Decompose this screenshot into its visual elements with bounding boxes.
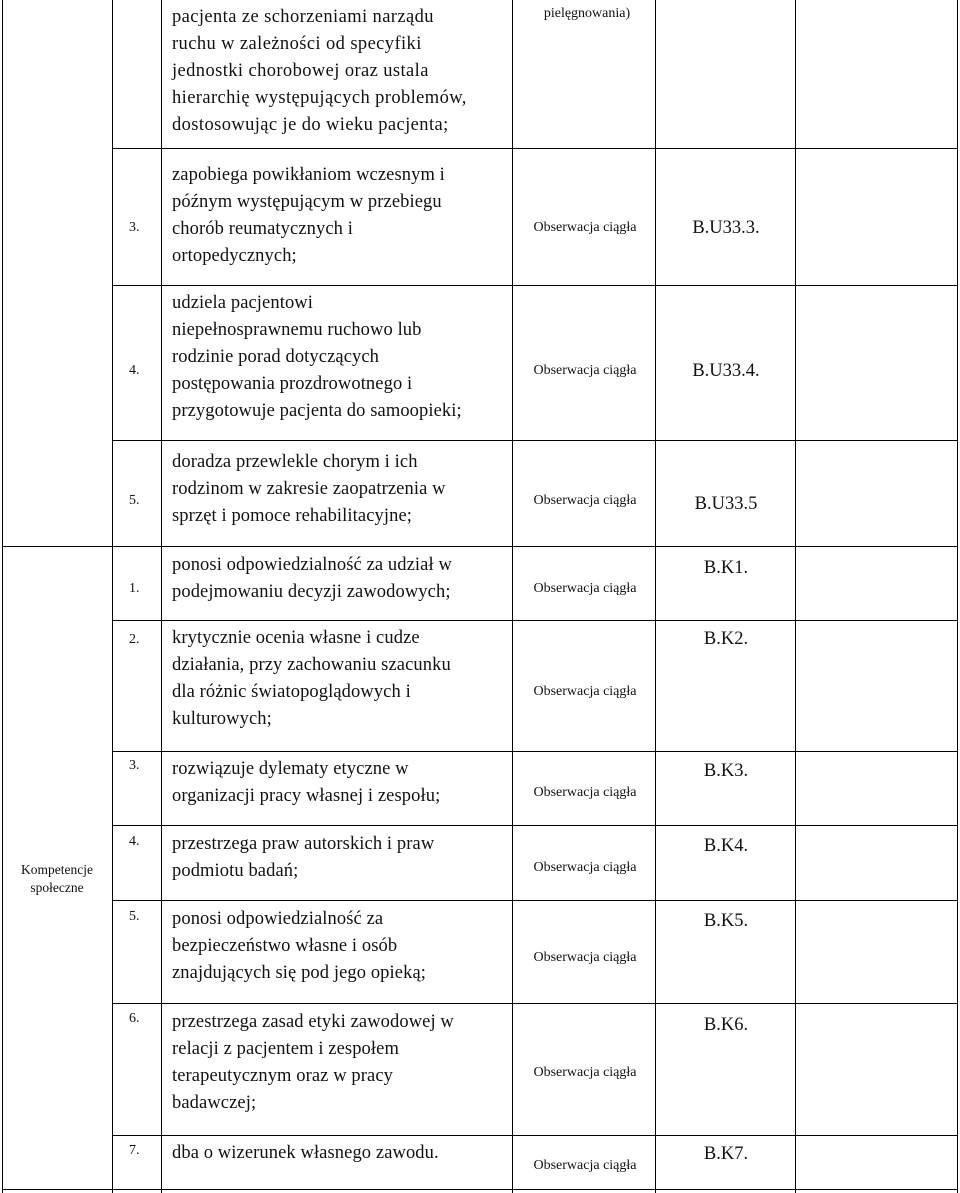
row-code: B.K5. [703, 911, 749, 931]
row-divider [112, 285, 958, 286]
row-method: Obserwacja ciągła [533, 684, 637, 699]
column-divider-description [161, 0, 162, 1193]
row-code: B.K7. [703, 1144, 749, 1164]
table-border-right [957, 0, 958, 1193]
row-divider [112, 1003, 958, 1004]
row-number: 4. [129, 363, 140, 378]
row-method: Obserwacja ciągła [533, 785, 637, 800]
row-number: 5. [129, 493, 140, 508]
row-number: 2. [129, 632, 140, 647]
row-description: przestrzega praw autorskich i praw podmiotu badań; [172, 834, 435, 881]
row-description: krytycznie ocenia własne i cudze działania, przy zachowaniu szacunku dla różnic światopoglądowych i kulturowych; [172, 628, 451, 729]
row-number: 5. [129, 909, 140, 924]
row-number: 4. [129, 834, 140, 849]
row-method: Obserwacja ciągła [533, 1065, 637, 1080]
row-code: B.K6. [703, 1015, 749, 1035]
row-number: 3. [129, 220, 140, 235]
row-method: Obserwacja ciągła [533, 950, 637, 965]
row-divider [112, 440, 958, 441]
row-code: B.K1. [703, 558, 749, 578]
row-method: Obserwacja ciągła [533, 363, 637, 378]
row-divider [112, 1135, 958, 1136]
row-divider [112, 900, 958, 901]
row-number: 7. [129, 1143, 140, 1158]
row-description: udziela pacjentowi niepełnosprawnemu ruchowo lub rodzinie porad dotyczących postępowania prozdrowotnego i przygotowuje pacjenta do samoopieki; [172, 293, 462, 421]
row-code: B.K2. [703, 629, 749, 649]
row-divider [112, 751, 958, 752]
row-divider [112, 825, 958, 826]
row-code: B.U33.4. [692, 361, 760, 381]
row-description: doradza przewlekle chorym i ich rodzinom w zakresie zaopatrzenia w sprzęt i pomoce rehabilitacyjne; [172, 452, 446, 526]
row-number: 1. [129, 581, 140, 596]
row-method: Obserwacja ciągła [533, 493, 637, 508]
row-divider [112, 620, 958, 621]
row-divider [112, 148, 958, 149]
row-description: zapobiega powikłaniom wczesnym i późnym występującym w przebiegu chorób reumatycznych i ortopedycznych; [172, 165, 445, 266]
row-code: B.U33.5 [694, 494, 758, 514]
row-number: 3. [129, 758, 140, 773]
table-border-bottom [2, 1189, 958, 1190]
row-method: Obserwacja ciągła [533, 860, 637, 875]
row-code: B.K4. [703, 836, 749, 856]
row-description: ponosi odpowiedzialność za udział w podejmowaniu decyzji zawodowych; [172, 555, 452, 602]
row-description: dba o wizerunek własnego zawodu. [172, 1143, 439, 1163]
row-description: ponosi odpowiedzialność za bezpieczeństwo własne i osób znajdujących się pod jego opieką; [172, 909, 426, 983]
row-description: rozwiązuje dylematy etyczne w organizacji pracy własnej i zespołu; [172, 759, 441, 806]
row-code: B.U33.3. [692, 218, 760, 238]
row-method: Obserwacja ciągła [533, 581, 637, 596]
row-description: pacjenta ze schorzeniami narządu ruchu w zależności od specyfiki jednostki chorobowej oraz ustala hierarchię występujących problemów, dostosowując je do wieku pacjenta; [172, 7, 467, 135]
category-label: Kompetencje społeczne [21, 862, 93, 895]
row-code: B.K3. [703, 761, 749, 781]
column-divider-number [112, 0, 113, 1193]
section-divider [2, 546, 958, 547]
row-description: przestrzega zasad etyki zawodowej w relacji z pacjentem i zespołem terapeutycznym oraz w pracy badawczej; [172, 1012, 454, 1113]
row-method: pielęgnowania) [543, 6, 631, 21]
row-method: Obserwacja ciągła [533, 220, 637, 235]
table-border-left [2, 0, 3, 1193]
row-method: Obserwacja ciągła [533, 1158, 637, 1173]
row-number: 6. [129, 1011, 140, 1026]
